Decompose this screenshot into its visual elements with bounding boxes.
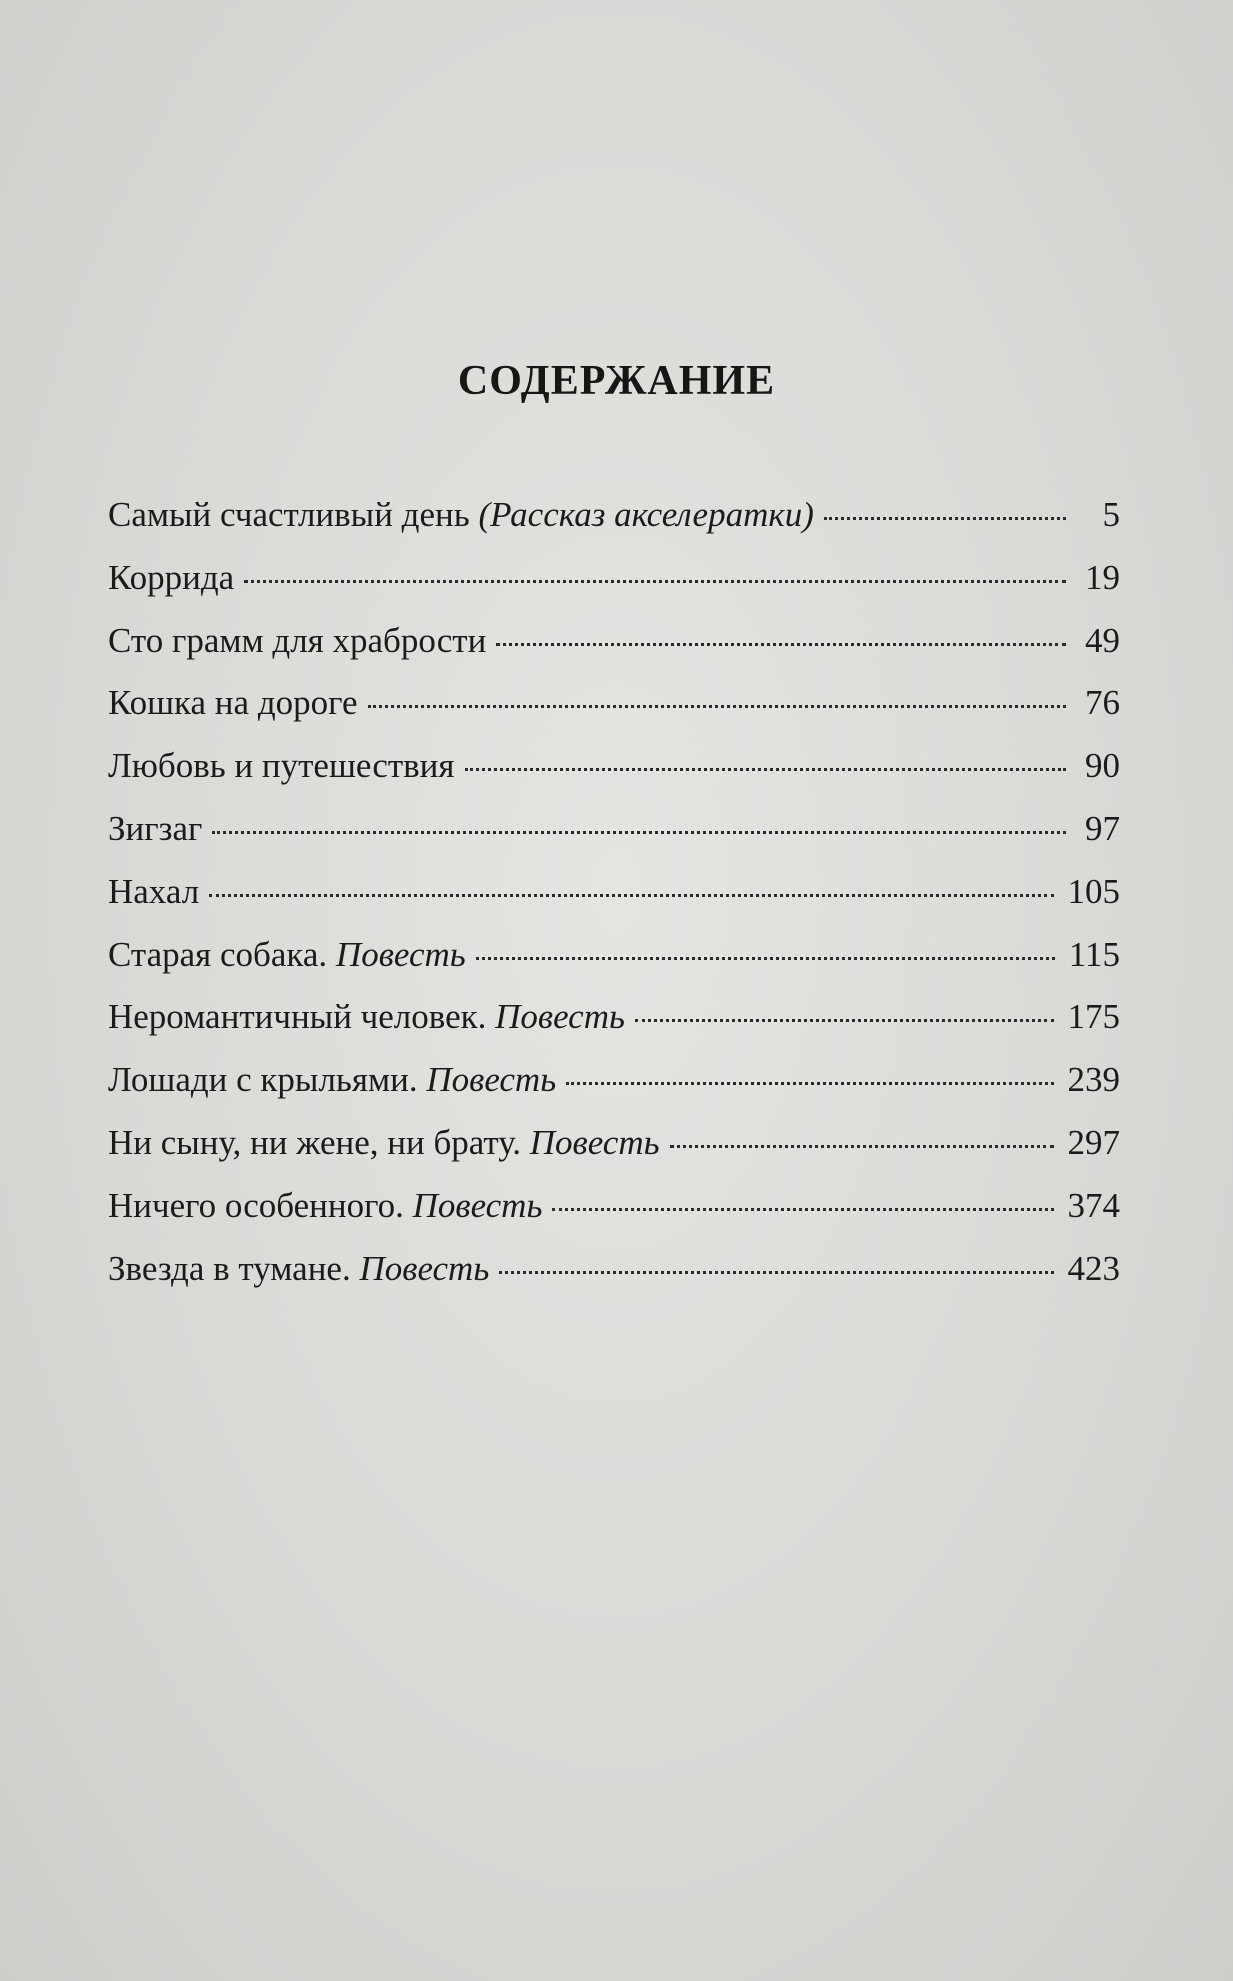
dot-leader <box>476 957 1055 960</box>
toc-entry <box>108 809 1120 872</box>
toc-entry-title: Коррида <box>108 557 235 597</box>
table-of-contents <box>108 495 1120 1311</box>
toc-entry-title: Самый счастливый день (Рассказ акселератки) <box>108 495 814 534</box>
toc-entry <box>108 495 1120 558</box>
toc-entry-page: 239 <box>1067 1060 1120 1100</box>
dot-leader <box>244 580 1066 583</box>
toc-entry-genre: (Рассказ акселератки) <box>478 495 814 534</box>
toc-entry <box>108 558 1120 621</box>
page-title: СОДЕРЖАНИЕ <box>457 358 776 404</box>
toc-entry-title: Ни сыну, ни жене, ни брату. Повесть <box>108 1122 660 1162</box>
dot-leader <box>566 1082 1053 1085</box>
dot-leader <box>670 1145 1054 1148</box>
toc-entry-page: 19 <box>1085 557 1120 597</box>
toc-entry-title: Кошка на дороге <box>108 683 358 723</box>
toc-entry-page: 5 <box>1102 495 1120 534</box>
toc-entry-title: Неромантичный человек. Повесть <box>108 997 625 1037</box>
toc-entry-title: Лошади с крыльями. Повесть <box>108 1060 557 1100</box>
dot-leader <box>499 1271 1053 1274</box>
toc-entry-genre: Повесть <box>412 1185 543 1225</box>
toc-entry <box>108 872 1120 935</box>
toc-entry <box>108 1123 1120 1186</box>
toc-entry <box>108 621 1120 684</box>
toc-entry-title: Старая собака. Повесть <box>108 934 466 974</box>
toc-entry-page: 297 <box>1067 1122 1120 1162</box>
dot-leader <box>635 1019 1054 1022</box>
dot-leader <box>212 831 1066 834</box>
toc-entry-title: Нахал <box>108 871 200 911</box>
toc-entry-page: 49 <box>1085 620 1120 660</box>
toc-entry-page: 76 <box>1085 683 1120 723</box>
toc-entry <box>108 1249 1120 1312</box>
toc-entry <box>108 997 1120 1060</box>
toc-entry-page: 423 <box>1067 1248 1120 1288</box>
toc-entry <box>108 1186 1120 1249</box>
toc-entry-title: Любовь и путешествия <box>108 746 455 786</box>
toc-entry <box>108 683 1120 746</box>
toc-entry-genre: Повесть <box>359 1248 490 1288</box>
toc-entry-title: Сто грамм для храбрости <box>108 620 487 660</box>
toc-entry-page: 90 <box>1085 746 1120 786</box>
dot-leader <box>368 705 1066 708</box>
dot-leader <box>552 1208 1053 1211</box>
toc-entry <box>108 746 1120 809</box>
toc-entry-page: 105 <box>1067 871 1120 911</box>
toc-entry-genre: Повесть <box>335 934 466 974</box>
toc-entry-title: Зигзаг <box>108 808 203 848</box>
toc-entry-genre: Повесть <box>529 1122 660 1162</box>
toc-entry-page: 97 <box>1085 808 1120 848</box>
dot-leader <box>209 894 1053 897</box>
toc-entry-page: 175 <box>1067 997 1120 1037</box>
dot-leader <box>824 517 1066 520</box>
toc-entry-title: Звезда в тумане. Повесть <box>108 1248 490 1288</box>
toc-entry-genre: Повесть <box>426 1060 557 1100</box>
toc-entry <box>108 1060 1120 1123</box>
dot-leader <box>496 643 1066 646</box>
dot-leader <box>465 768 1066 771</box>
toc-entry-genre: Повесть <box>495 997 625 1037</box>
toc-entry-page: 374 <box>1067 1185 1120 1225</box>
toc-entry <box>108 935 1120 998</box>
toc-entry-title: Ничего особенного. Повесть <box>108 1185 543 1225</box>
toc-entry-page: 115 <box>1068 934 1120 974</box>
